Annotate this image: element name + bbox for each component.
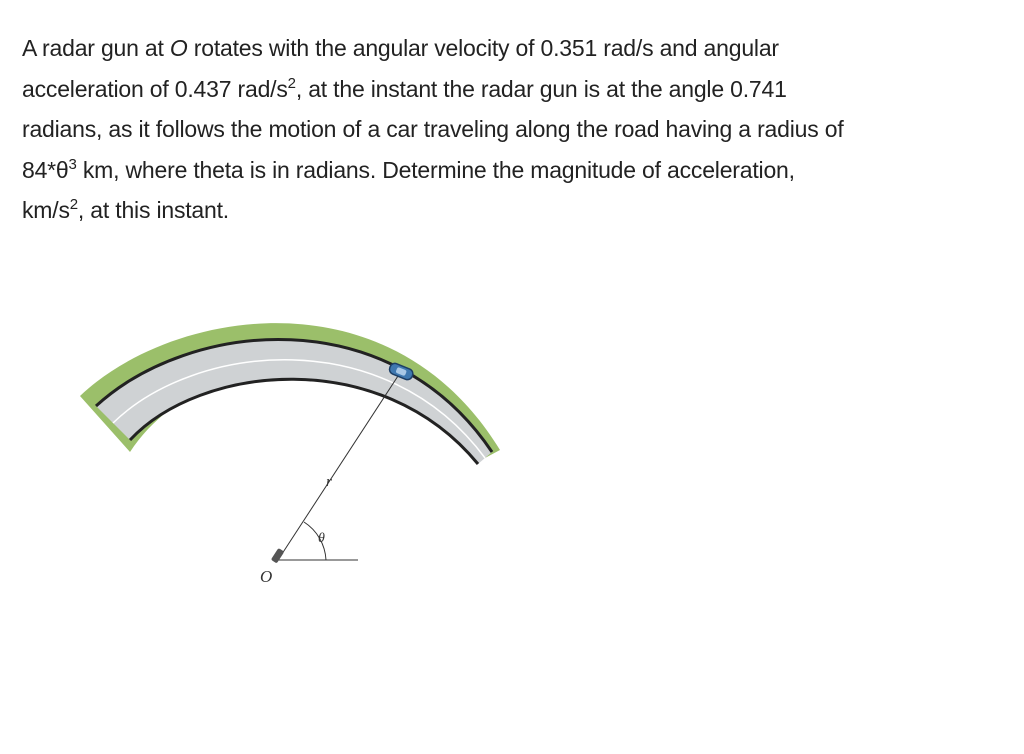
radar-gun-icon	[271, 548, 284, 564]
problem-statement	[22, 28, 982, 231]
problem-line-3: radians, as it follows the motion of a car traveling along the road having a radius of	[22, 116, 844, 142]
exponent: 3	[68, 155, 77, 173]
problem-line-1-end: rotates with the angular velocity of 0.351 rad/s and angular	[187, 35, 779, 61]
problem-line-2-end: , at the instant the radar gun is at the angle 0.741	[295, 75, 787, 102]
problem-line-4	[22, 150, 982, 191]
problem-line-4-start: 84*θ	[22, 156, 69, 183]
radius-line	[278, 376, 398, 560]
problem-line-1	[22, 28, 982, 69]
radius-label: r	[326, 474, 332, 490]
problem-line-5	[22, 190, 982, 231]
point-o-label: O	[169, 35, 188, 61]
exponent: 2	[69, 196, 78, 213]
origin-label: O	[260, 567, 273, 586]
exponent: 2	[287, 74, 296, 92]
problem-line-2	[22, 69, 982, 110]
problem-line-2-start: acceleration of 0.437 rad/s	[22, 75, 288, 102]
problem-line-1-start: A radar gun at	[22, 35, 170, 61]
radar-road-diagram	[60, 290, 530, 600]
problem-line-5-start: km/s	[22, 197, 70, 223]
problem-line-4-end: km, where theta is in radians. Determine the magnitude of acceleration,	[76, 156, 795, 183]
radar-road-figure	[60, 290, 530, 600]
angle-label: θ	[318, 531, 325, 546]
problem-line-5-end: , at this instant.	[77, 197, 229, 223]
